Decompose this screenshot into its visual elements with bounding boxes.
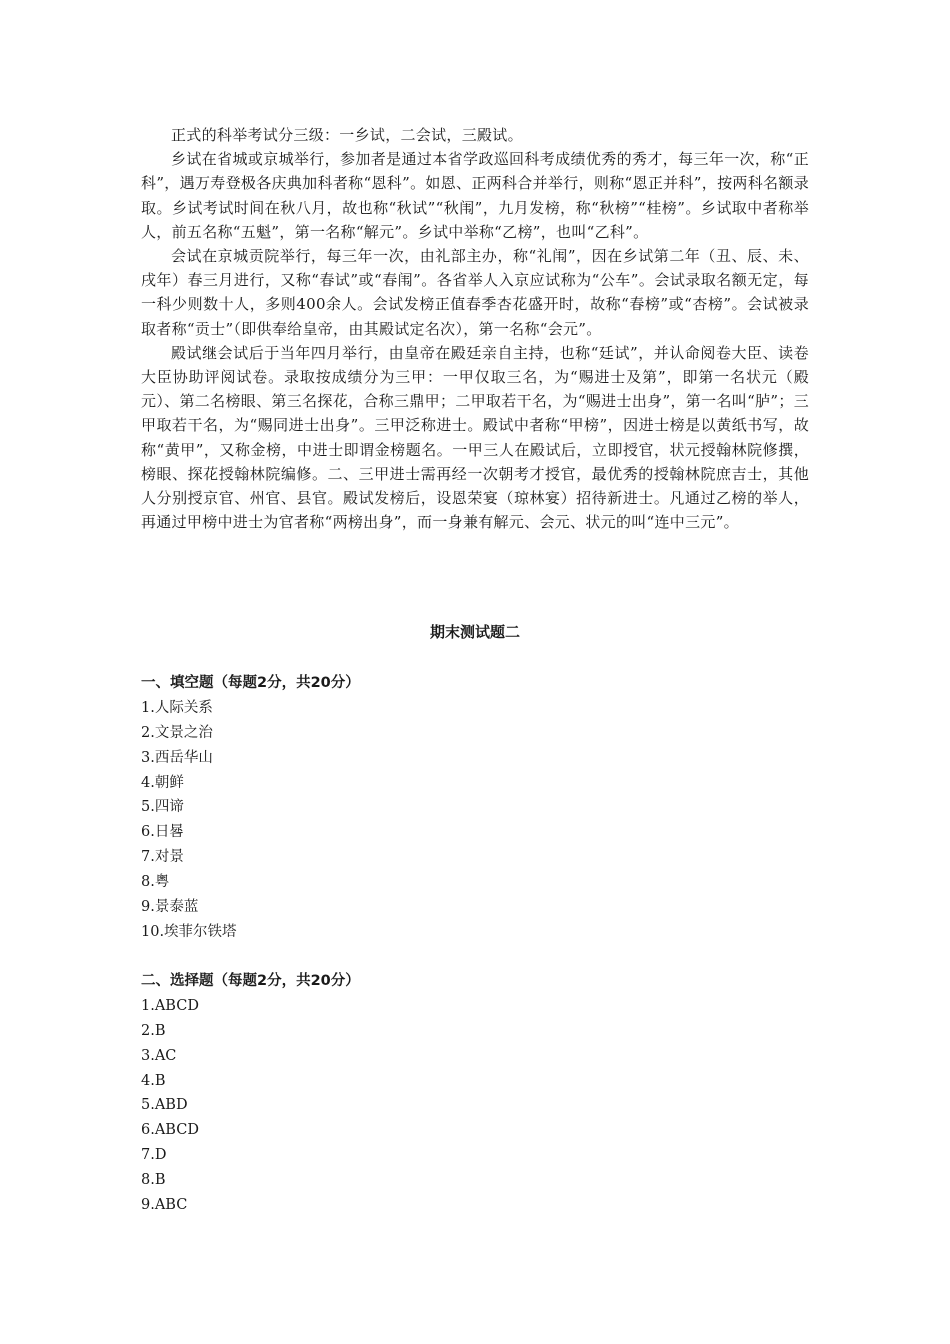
answer-item: 7.D bbox=[141, 1147, 167, 1164]
answer-item: 4.朝鲜 bbox=[141, 774, 184, 791]
answer-item: 2.文景之治 bbox=[141, 724, 213, 741]
document-page bbox=[141, 123, 809, 1214]
paragraph-intro: 正式的科举考试分三级：一乡试，二会试，三殿试。 bbox=[171, 126, 523, 144]
answer-item: 2.B bbox=[141, 1022, 166, 1039]
answer-item: 7.对景 bbox=[141, 849, 184, 866]
answer-list bbox=[141, 994, 360, 1218]
section-title: 二、选择题（每题2分，共20分） bbox=[141, 973, 360, 989]
section-title: 一、填空题（每题2分，共20分） bbox=[141, 675, 360, 691]
answer-item: 5.四谛 bbox=[141, 799, 184, 816]
section-fill-in-blank bbox=[141, 671, 360, 945]
answer-item: 4.B bbox=[141, 1072, 166, 1089]
answer-item: 3.AC bbox=[141, 1047, 177, 1064]
answer-item: 1.人际关系 bbox=[141, 699, 213, 716]
answer-item: 1.ABCD bbox=[141, 997, 199, 1014]
answer-item: 8.B bbox=[141, 1172, 166, 1189]
section-multiple-choice bbox=[141, 969, 360, 1218]
paragraph-dianshi: 殿试继会试后于当年四月举行，由皇帝在殿廷亲自主持，也称“廷试”，并认命阅卷大臣、读卷大臣协助评阅试卷。录取按成绩分为三甲：一甲仅取三名，为“赐进士及第”，即第一名状元（殿元）、第二名榜眼、第三名探花，合称三鼎甲；二甲取若干名，为“赐进士出身”，第一名叫“胪”；三甲取若干名，为“赐同进士出身”。三甲泛称进士。殿试中者称“甲榜”，因进士榜是以黄纸书写，故称“黄甲”，又称金榜，中进士即谓金榜题名。一甲三人在殿试后，立即授官，状元授翰林院修撰，榜眼、探花授翰林院编修。二、三甲进士需再经一次朝考才授官，最优秀的授翰林院庶吉士，其他人分别授京官、州官、县官。殿试发榜后，设恩荣宴（琼林宴）招待新进士。凡通过乙榜的举人，再通过甲榜中进士为官者称“两榜出身”，而一身兼有解元、会元、状元的叫“连中三元”。 bbox=[141, 343, 809, 532]
answer-item: 6.ABCD bbox=[141, 1122, 199, 1139]
article-body bbox=[141, 123, 809, 534]
answer-item: 10.埃菲尔铁塔 bbox=[141, 923, 237, 940]
answer-item: 8.粤 bbox=[141, 874, 170, 891]
answer-item: 3.西岳华山 bbox=[141, 749, 213, 766]
paragraph-huishi: 会试在京城贡院举行，每三年一次，由礼部主办，称“礼闱”，因在乡试第二年（丑、辰、未、戌年）春三月进行，又称“春试”或“春闱”。各省举人入京应试称为“公车”。会试录取名额无定，每一科少则数十人，多则400余人。会试发榜正值春季杏花盛开时，故称“春榜”或“杏榜”。会试被录取者称“贡士”（即供奉给皇帝，由其殿试定名次），第一名称“会元”。 bbox=[141, 247, 809, 338]
exam-title: 期末测试题二 bbox=[429, 623, 520, 641]
answer-list bbox=[141, 696, 360, 945]
answer-item: 5.ABD bbox=[141, 1097, 188, 1114]
paragraph-xiangshi: 乡试在省城或京城举行，参加者是通过本省学政巡回科考成绩优秀的秀才，每三年一次，称“正科”，遇万寿登极各庆典加科者称“恩科”。如恩、正两科合并举行，则称“恩正并科”，按两科名额录取。乡试考试时间在秋八月，故也称“秋试”“秋闱”，九月发榜，称“秋榜”“桂榜”。乡试取中者称举人，前五名称“五魁”，第一名称“解元”。乡试中举称“乙榜”，也叫“乙科”。 bbox=[141, 150, 809, 241]
answer-item: 9.景泰蓝 bbox=[141, 899, 199, 916]
answer-item: 6.日晷 bbox=[141, 824, 184, 841]
answer-item: 9.ABC bbox=[141, 1197, 188, 1214]
